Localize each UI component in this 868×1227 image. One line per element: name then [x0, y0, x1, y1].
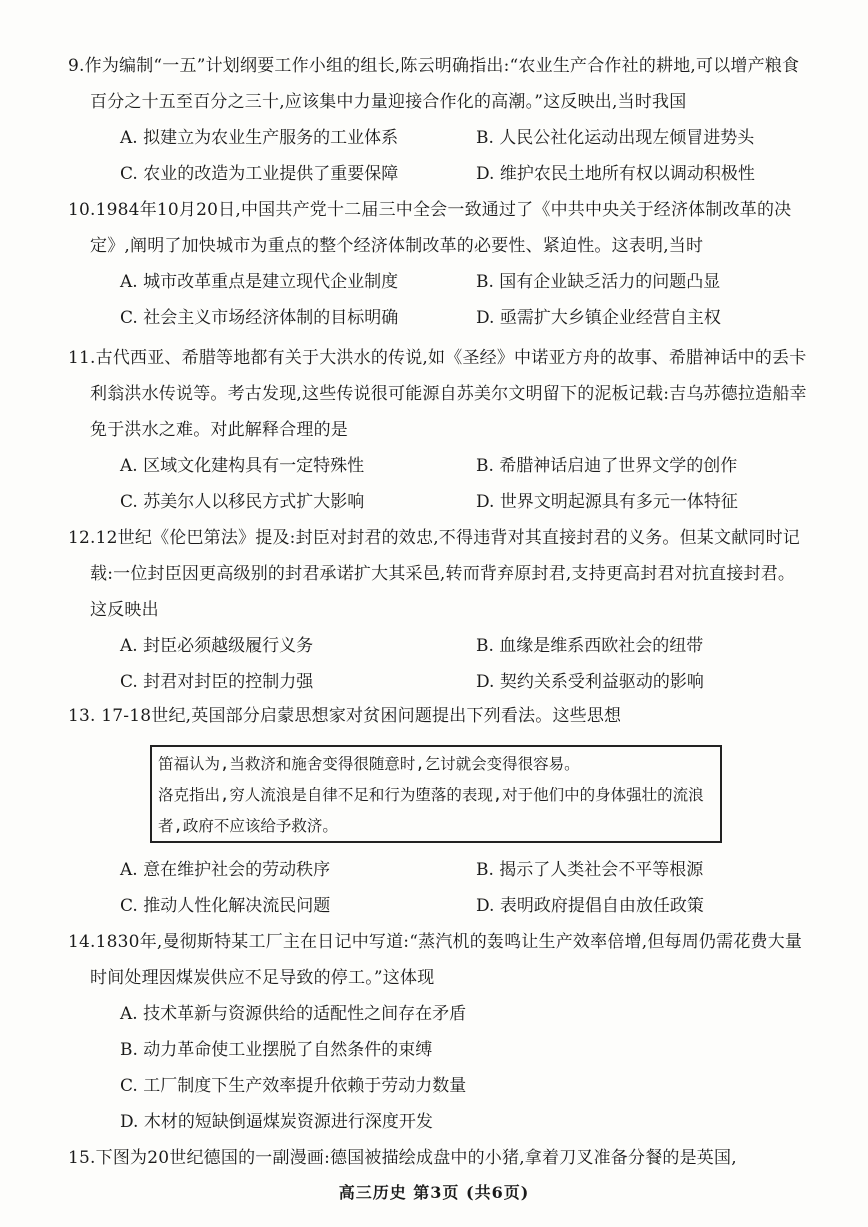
option-c: C. 农业的改造为工业提供了重要保障 — [120, 164, 399, 184]
question-10-stem: 10.1984年10月20日,中国共产党十二届三中全会一致通过了《中共中央关于经济体制改革的决定》,阐明了加快城市为重点的整个经济体制改革的必要性、紧迫性。这表明,当时 — [68, 200, 792, 256]
question-12-stem: 12.12世纪《伦巴第法》提及:封臣对封君的效忠,不得违背对其直接封君的义务。但某文献同时记载:一位封臣因更高级别的封君承诺扩大其采邑,转而背弃原封君,支持更高封君对抗直接封君。这反映出 — [68, 528, 800, 620]
question-9 — [68, 48, 808, 192]
option-d: D. 维护农民土地所有权以调动积极性 — [476, 164, 755, 184]
option-d: D. 表明政府提倡自由放任政策 — [476, 896, 704, 916]
question-9-options — [68, 120, 808, 192]
option-d: D. 木材的短缺倒逼煤炭资源进行深度开发 — [120, 1112, 433, 1132]
question-10-options — [68, 264, 808, 336]
option-c: C. 推动人性化解决流民问题 — [120, 896, 331, 916]
page-footer: 高三历史 第3页 (共6页) — [338, 1183, 530, 1202]
option-d: D. 世界文明起源具有多元一体特征 — [476, 492, 738, 512]
option-a: A. 封臣必须越级履行义务 — [120, 636, 314, 656]
option-b: B. 揭示了人类社会不平等根源 — [476, 860, 704, 880]
option-d: D. 契约关系受利益驱动的影响 — [476, 672, 704, 692]
option-c: C. 工厂制度下生产效率提升依赖于劳动力数量 — [120, 1076, 467, 1096]
question-14-options — [68, 996, 808, 1140]
option-a: A. 区域文化建构具有一定特殊性 — [120, 456, 365, 476]
question-10 — [68, 192, 808, 336]
question-11-stem: 11.古代西亚、希腊等地都有关于大洪水的传说,如《圣经》中诺亚方舟的故事、希腊神话中的丢卡利翁洪水传说等。考古发现,这些传说很可能源自苏美尔文明留下的泥板记载:吉乌苏德拉造船幸免于洪水之难。对此解释合理的是 — [68, 348, 807, 440]
question-11-options — [68, 448, 808, 520]
option-a: A. 技术革新与资源供给的适配性之间存在矛盾 — [120, 1004, 467, 1024]
question-9-stem: 9.作为编制“一五”计划纲要工作小组的组长,陈云明确指出:“农业生产合作社的耕地,可以增产粮食百分之十五至百分之三十,应该集中力量迎接合作化的高潮。”这反映出,当时我国 — [68, 56, 800, 112]
option-a: A. 意在维护社会的劳动秩序 — [120, 860, 331, 880]
option-b: B. 血缘是维系西欧社会的纽带 — [476, 636, 704, 656]
option-c: C. 苏美尔人以移民方式扩大影响 — [120, 492, 365, 512]
option-c: C. 社会主义市场经济体制的目标明确 — [120, 308, 399, 328]
option-b: B. 希腊神话启迪了世界文学的创作 — [476, 456, 738, 476]
question-13-stem: 13. 17-18世纪,英国部分启蒙思想家对贫困问题提出下列看法。这些思想 — [68, 706, 622, 726]
option-c: C. 封君对封臣的控制力强 — [120, 672, 314, 692]
question-15 — [68, 1140, 808, 1176]
option-b: B. 动力革命使工业摆脱了自然条件的束缚 — [120, 1040, 433, 1060]
option-b: B. 国有企业缺乏活力的问题凸显 — [476, 272, 721, 292]
question-13-options — [68, 852, 808, 924]
quote-box — [150, 745, 722, 843]
question-13 — [68, 698, 808, 734]
question-14-stem: 14.1830年,曼彻斯特某工厂主在日记中写道:“蒸汽机的轰鸣让生产效率倍增,但每周仍需花费大量时间处理因煤炭供应不足导致的停工。”这体现 — [68, 932, 803, 988]
question-12-options — [68, 628, 808, 700]
question-11 — [68, 340, 808, 520]
option-d: D. 亟需扩大乡镇企业经营自主权 — [476, 308, 721, 328]
option-a: A. 拟建立为农业生产服务的工业体系 — [120, 128, 399, 148]
question-13-options-wrap — [68, 852, 808, 924]
question-14 — [68, 924, 808, 1140]
question-12 — [68, 520, 808, 700]
option-a: A. 城市改革重点是建立现代企业制度 — [120, 272, 399, 292]
option-b: B. 人民公社化运动出现左倾冒进势头 — [476, 128, 755, 148]
question-15-stem: 15.下图为20世纪德国的一副漫画:德国被描绘成盘中的小猪,拿着刀叉准备分餐的是英国, — [68, 1148, 737, 1168]
quote-locke: 洛克指出,穷人流浪是自律不足和行为堕落的表现,对于他们中的身体强壮的流浪者,政府不应该给予救济。 — [158, 786, 704, 835]
quote-defoe: 笛福认为,当救济和施舍变得很随意时,乞讨就会变得很容易。 — [158, 755, 580, 773]
